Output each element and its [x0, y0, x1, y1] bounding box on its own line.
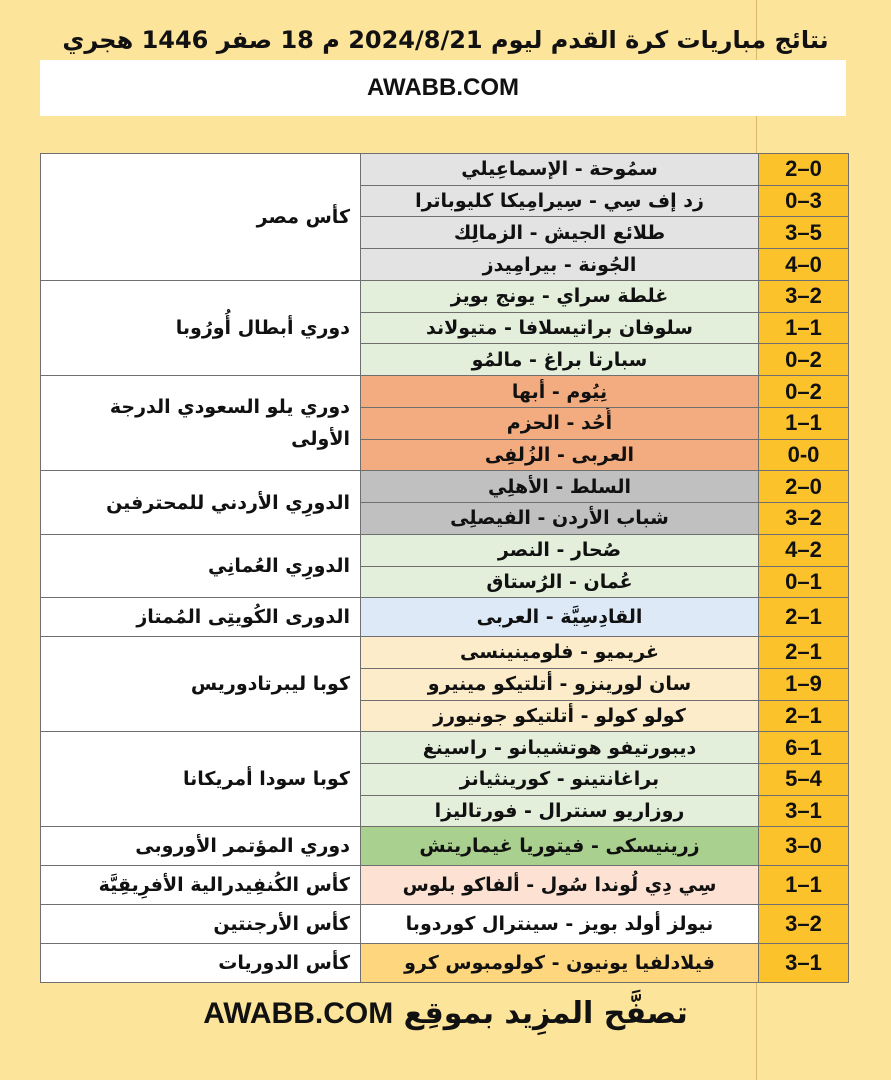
table-row [41, 827, 849, 866]
score-cell: 3–1 [759, 795, 849, 827]
match-teams-cell: السلط - الأهلِي [361, 471, 759, 503]
score-cell: 3–0 [759, 827, 849, 866]
match-teams-cell: سبارتا براغ - مالمُو [361, 344, 759, 376]
score-cell: 2–0 [759, 154, 849, 186]
score-cell: 0–2 [759, 376, 849, 408]
score-cell: 3–2 [759, 280, 849, 312]
table-row [41, 534, 849, 566]
competition-cell: كوبا سودا أمريكانا [41, 732, 361, 827]
competition-cell: الدورِي العُمانِي [41, 534, 361, 597]
competition-cell: كوبا ليبرتادوريس [41, 637, 361, 732]
score-cell: 4–0 [759, 249, 849, 281]
footer-text: تصفَّح المزِيد بموقِع [403, 996, 688, 1031]
score-cell: 0-0 [759, 439, 849, 471]
match-teams-cell: غلطة سراي - يونج بويز [361, 280, 759, 312]
table-row [41, 154, 849, 186]
score-cell: 0–3 [759, 185, 849, 217]
competition-cell: دوري أبطال أُورُوبا [41, 280, 361, 375]
match-teams-cell: ديبورتيفو هوتشيبانو - راسينغ [361, 732, 759, 764]
match-teams-cell: عُمان - الرُستاق [361, 566, 759, 598]
score-cell: 1–1 [759, 866, 849, 905]
match-teams-cell: روزاريو سنترال - فورتاليزا [361, 795, 759, 827]
score-cell: 1–9 [759, 668, 849, 700]
match-teams-cell: غريميو - فلومينينسى [361, 637, 759, 669]
match-teams-cell: سان لورينزو - أتلتيكو مينيرو [361, 668, 759, 700]
match-teams-cell: نيولز أولد بويز - سينترال كوردوبا [361, 905, 759, 944]
score-cell: 1–1 [759, 407, 849, 439]
score-cell: 3–5 [759, 217, 849, 249]
table-row [41, 905, 849, 944]
competition-cell: كأس الكُنفِيدرالية الأفرِيقِيَّة [41, 866, 361, 905]
footer-promo [0, 996, 891, 1031]
score-cell: 2–1 [759, 700, 849, 732]
competition-cell: الدورى الكُويتِى المُمتاز [41, 598, 361, 637]
competition-cell: دوري المؤتمر الأوروبى [41, 827, 361, 866]
match-teams-cell: شباب الأردن - الفيصلِى [361, 503, 759, 535]
score-cell: 0–1 [759, 566, 849, 598]
score-cell: 2–1 [759, 598, 849, 637]
competition-cell: كأس الأرجنتين [41, 905, 361, 944]
score-cell: 0–2 [759, 344, 849, 376]
site-banner-text: AWABB.COM [367, 74, 519, 101]
score-cell: 3–2 [759, 905, 849, 944]
competition-cell: كأس الدوريات [41, 943, 361, 982]
match-teams-cell: كولو كولو - أتلتيكو جونيورز [361, 700, 759, 732]
match-teams-cell: أُحُد - الحزم [361, 407, 759, 439]
match-teams-cell: صُحار - النصر [361, 534, 759, 566]
score-cell: 3–2 [759, 503, 849, 535]
table-row [41, 471, 849, 503]
table-row [41, 943, 849, 982]
match-teams-cell: نِيُوم - أبها [361, 376, 759, 408]
score-cell: 2–0 [759, 471, 849, 503]
match-teams-cell: سِي دِي لُوندا سُول - ألفاكو بلوس [361, 866, 759, 905]
match-teams-cell: سلوفان براتيسلافا - متيولاند [361, 312, 759, 344]
score-cell: 1–1 [759, 312, 849, 344]
table-row [41, 280, 849, 312]
competition-cell: كأس مصر [41, 154, 361, 281]
match-teams-cell: العربى - الزُلفِى [361, 439, 759, 471]
table-row [41, 598, 849, 637]
competition-cell: الدورِي الأردني للمحترفين [41, 471, 361, 534]
match-teams-cell: براغانتينو - كورينثيانز [361, 764, 759, 796]
page-title: نتائج مباريات كرة القدم ليوم 2024/8/21 م 18 صفر 1446 هجري [62, 26, 829, 54]
competition-cell: دوري يلو السعودي الدرجة الأولى [41, 376, 361, 471]
match-teams-cell: طلائع الجيش - الزمالِك [361, 217, 759, 249]
match-teams-cell: فيلادلفيا يونيون - كولومبوس كرو [361, 943, 759, 982]
table-row [41, 732, 849, 764]
site-banner [40, 60, 846, 116]
score-cell: 6–1 [759, 732, 849, 764]
table-row [41, 376, 849, 408]
footer-site: AWABB.COM [203, 997, 394, 1030]
match-teams-cell: الجُونة - بيرامِيدز [361, 249, 759, 281]
score-cell: 2–1 [759, 637, 849, 669]
match-teams-cell: سمُوحة - الإسماعِيلي [361, 154, 759, 186]
table-row [41, 637, 849, 669]
table-row [41, 866, 849, 905]
results-table [40, 153, 849, 983]
match-teams-cell: زرينيسكى - فيتوريا غيماريتش [361, 827, 759, 866]
match-teams-cell: القادِسِيَّة - العربى [361, 598, 759, 637]
score-cell: 5–4 [759, 764, 849, 796]
score-cell: 3–1 [759, 943, 849, 982]
score-cell: 4–2 [759, 534, 849, 566]
match-teams-cell: زد إف سِي - سِيرامِيكا كليوباترا [361, 185, 759, 217]
